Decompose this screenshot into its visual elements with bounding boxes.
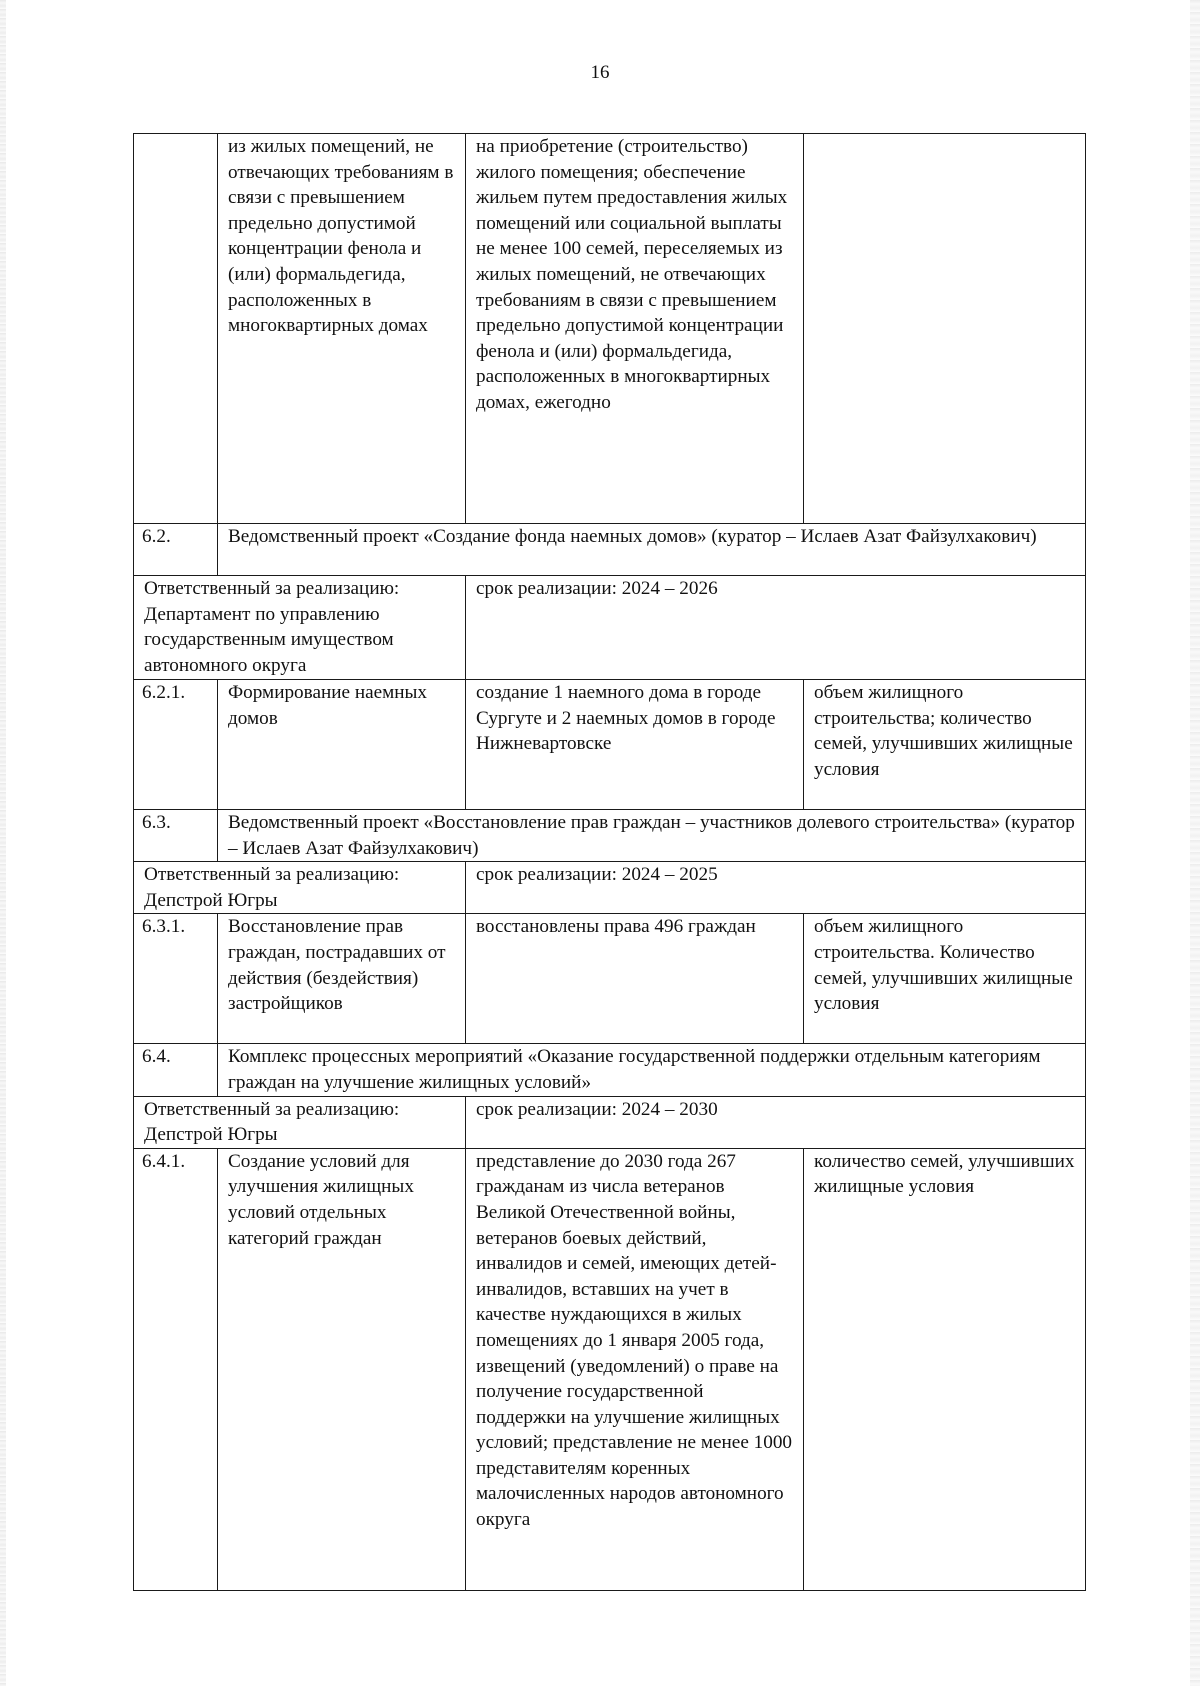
table-row — [134, 680, 1086, 810]
task-name-cell: из жилых помещений, не отвечающих требованиям в связи с превышением предельно допустимой концентрации фенола и (или) формальдегида, расположенных в многоквартирных домах — [218, 134, 466, 524]
responsible-row — [134, 862, 1086, 914]
measures-table — [133, 133, 1086, 1591]
section-header-row — [134, 810, 1086, 862]
table-row — [134, 134, 1086, 524]
page-number: 16 — [590, 62, 610, 83]
task-result-cell: на приобретение (строительство) жилого помещения; обеспечение жильем путем предоставления жилых помещений или социальной выплаты не менее 100 семей, переселяемых из жилых помещений, не отвечающих требованиям в связи с превышением предельно допустимой концентрации фенола и (или) формальдегида, расположенных в многоквартирных домах, ежегодно — [466, 134, 804, 524]
responsible-cell: Ответственный за реализацию: Депстрой Югры — [134, 862, 466, 914]
term-cell: срок реализации: 2024 – 2025 — [466, 862, 1086, 914]
row-number-cell: 6.3.1. — [134, 914, 218, 1044]
section-title-cell: Комплекс процессных мероприятий «Оказание государственной поддержки отдельным категориям граждан на улучшение жилищных условий» — [218, 1044, 1086, 1096]
term-cell: срок реализации: 2024 – 2030 — [466, 1096, 1086, 1148]
scan-edge-left — [0, 0, 6, 1686]
responsible-cell: Ответственный за реализацию: Департамент по управлению государственным имуществом автономного округа — [134, 576, 466, 680]
task-result-cell: представление до 2030 года 267 гражданам из числа ветеранов Великой Отечественной войны, ветеранов боевых действий, инвалидов и семей, имеющих детей-инвалидов, вставших на учет в качестве нуждающихся в жилых помещениях до 1 января 2005 года, извещений (уведомлений) о праве на получение государственной поддержки на улучшение жилищных условий; представление не менее 1000 представителям коренных малочисленных народов автономного округа — [466, 1148, 804, 1590]
task-result-cell: создание 1 наемного дома в городе Сургуте и 2 наемных домов в городе Нижневартовске — [466, 680, 804, 810]
term-cell: срок реализации: 2024 – 2026 — [466, 576, 1086, 680]
task-indicator-cell: объем жилищного строительства. Количество семей, улучшивших жилищные условия — [804, 914, 1086, 1044]
section-number-cell: 6.2. — [134, 524, 218, 576]
task-indicator-cell: объем жилищного строительства; количество семей, улучшивших жилищные условия — [804, 680, 1086, 810]
task-indicator-cell — [804, 134, 1086, 524]
row-number-cell: 6.2.1. — [134, 680, 218, 810]
responsible-cell: Ответственный за реализацию: Депстрой Югры — [134, 1096, 466, 1148]
table-row — [134, 1148, 1086, 1590]
section-header-row — [134, 524, 1086, 576]
section-title-cell: Ведомственный проект «Восстановление прав граждан – участников долевого строительства» (куратор – Ислаев Азат Файзулхакович) — [218, 810, 1086, 862]
responsible-row — [134, 1096, 1086, 1148]
section-number-cell: 6.3. — [134, 810, 218, 862]
responsible-row — [134, 576, 1086, 680]
row-number-cell: 6.4.1. — [134, 1148, 218, 1590]
section-title-cell: Ведомственный проект «Создание фонда наемных домов» (куратор – Ислаев Азат Файзулхакович) — [218, 524, 1086, 576]
section-header-row — [134, 1044, 1086, 1096]
row-number-cell — [134, 134, 218, 524]
task-name-cell: Создание условий для улучшения жилищных условий отдельных категорий граждан — [218, 1148, 466, 1590]
task-result-cell: восстановлены права 496 граждан — [466, 914, 804, 1044]
task-name-cell: Формирование наемных домов — [218, 680, 466, 810]
scan-edge-right — [1190, 0, 1200, 1686]
task-indicator-cell: количество семей, улучшивших жилищные условия — [804, 1148, 1086, 1590]
table-row — [134, 914, 1086, 1044]
task-name-cell: Восстановление прав граждан, пострадавших от действия (бездействия) застройщиков — [218, 914, 466, 1044]
section-number-cell: 6.4. — [134, 1044, 218, 1096]
